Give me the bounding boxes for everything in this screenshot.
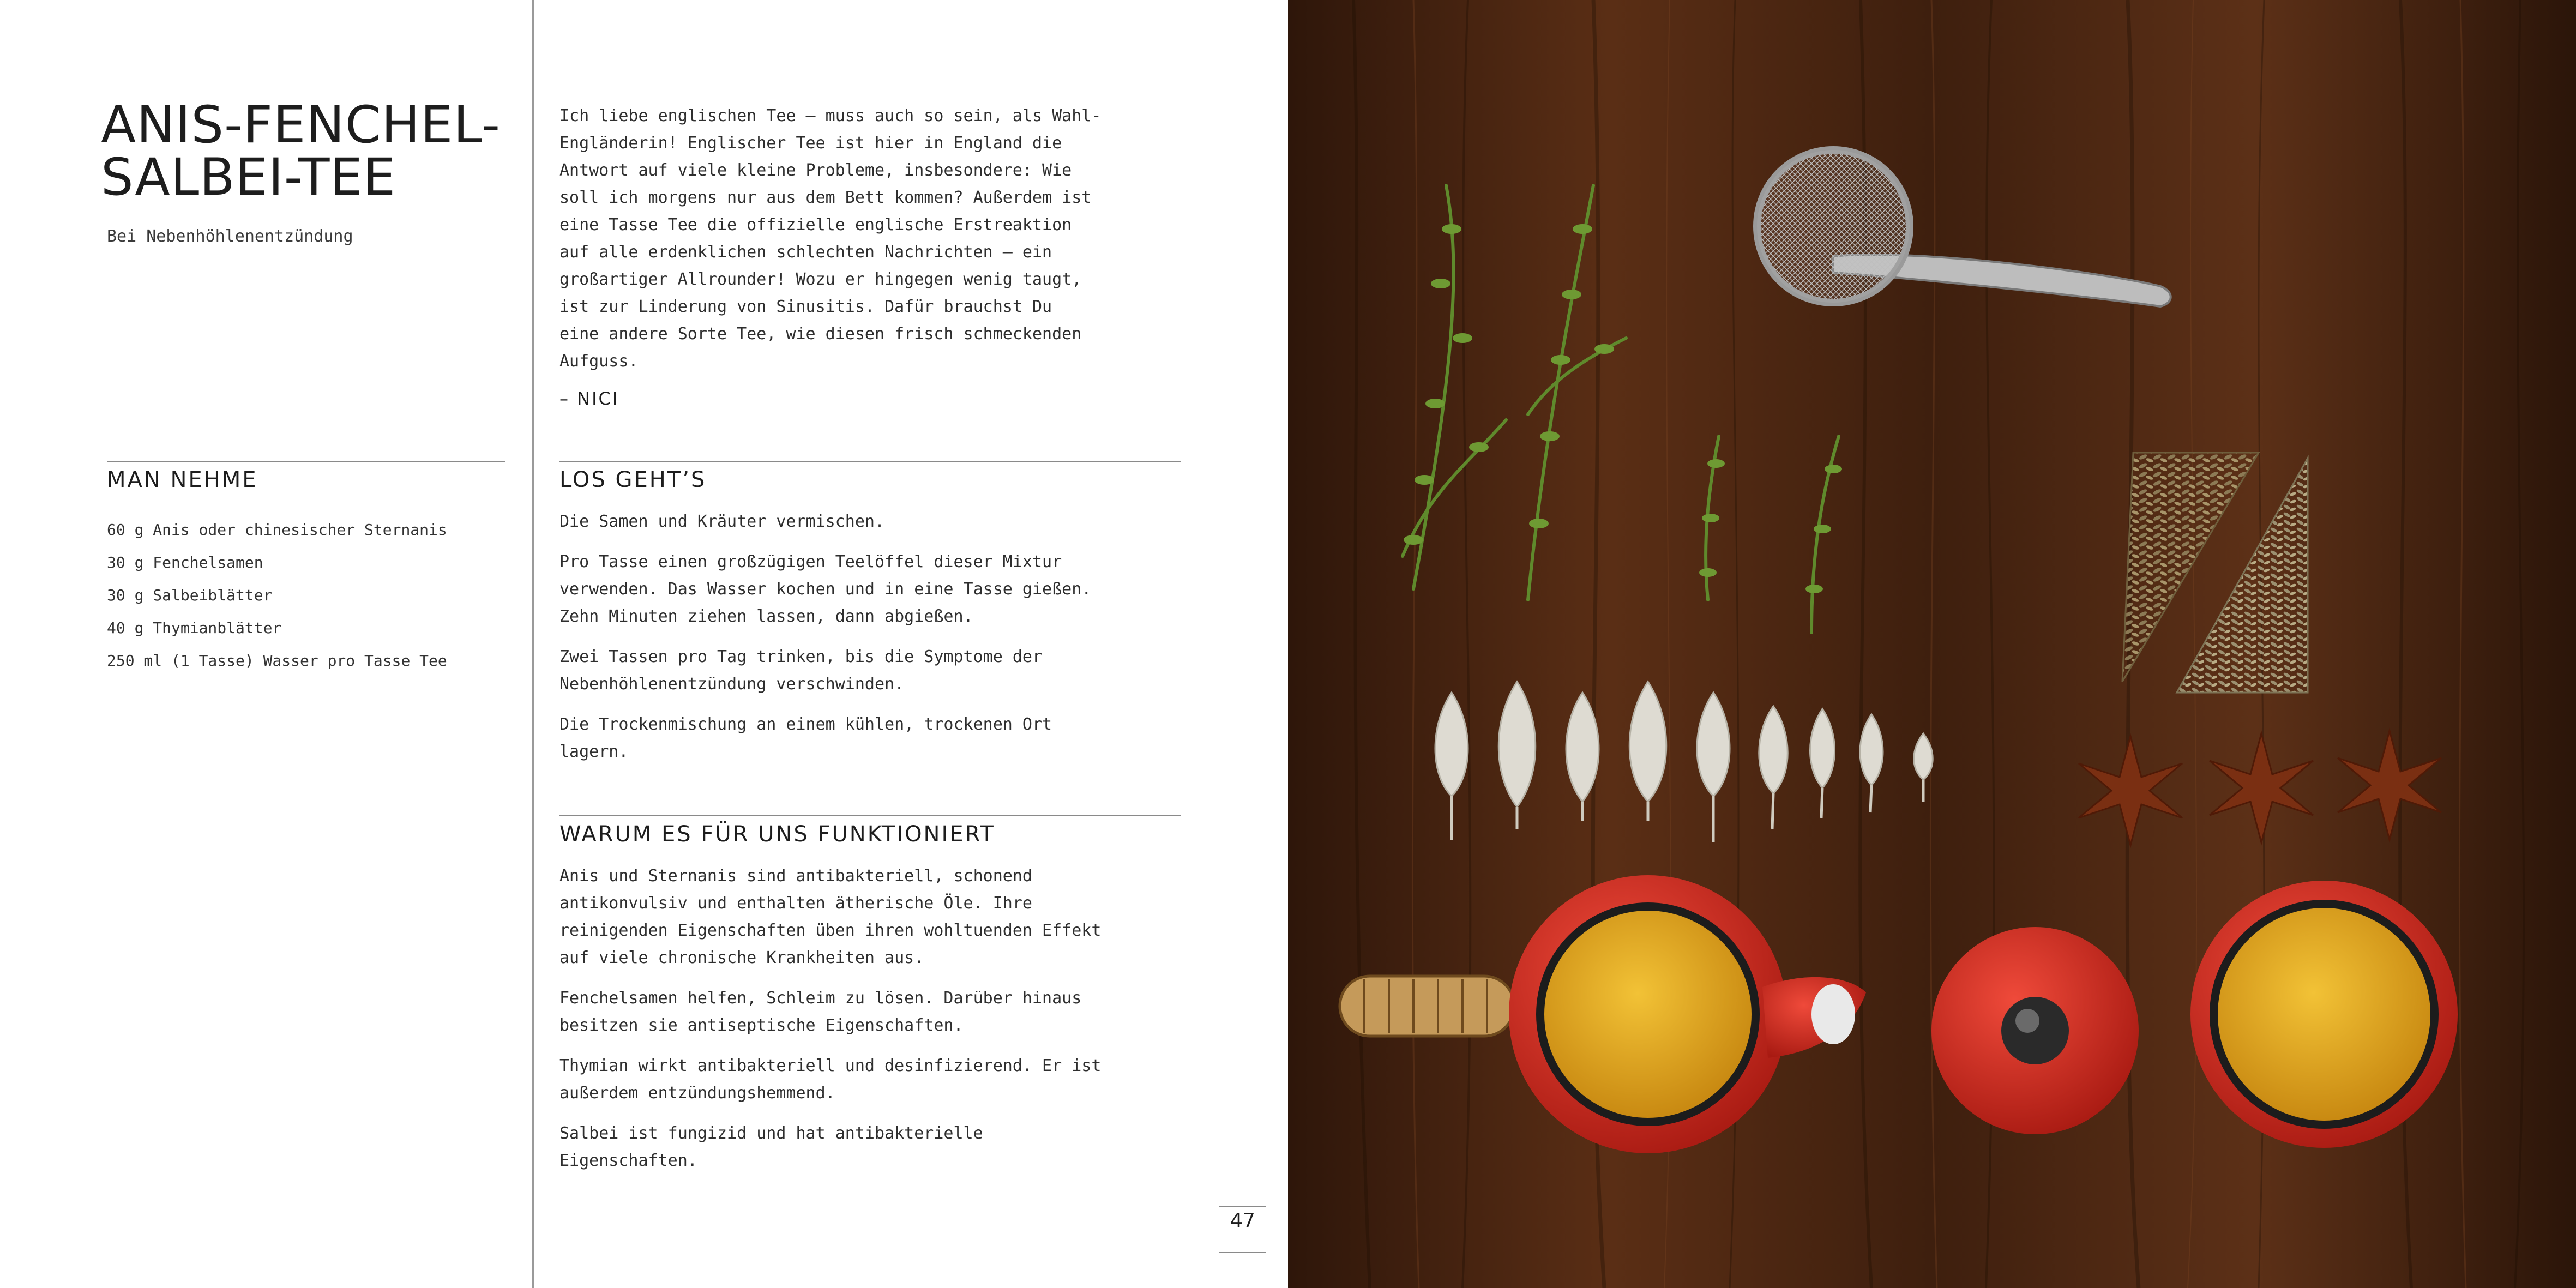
step-line: Die Samen und Kräuter vermischen. xyxy=(559,512,885,531)
intro-text xyxy=(559,103,1192,375)
step-line: Nebenhöhlenentzündung verschwinden. xyxy=(559,675,905,694)
intro-line: Engländerin! Englischer Tee ist hier in England die xyxy=(559,134,1062,153)
red-tea-cup xyxy=(2190,881,2458,1148)
ingredient-item: 40 g Thymianblätter xyxy=(107,619,282,637)
tea-ingredients-photo xyxy=(1288,0,2576,1288)
recipe-title xyxy=(101,95,515,207)
step-line: Zehn Minuten ziehen lassen, dann abgießen. xyxy=(559,607,973,626)
step-line: Zwei Tassen pro Tag trinken, bis die Symptome der xyxy=(559,647,1043,666)
intro-line: Aufguss. xyxy=(559,352,639,371)
author-signature: – NICI xyxy=(559,388,619,409)
ingredients-list xyxy=(107,514,447,677)
star-anise-group xyxy=(2079,731,2441,845)
page-number-rule-bottom xyxy=(1219,1252,1266,1253)
intro-line: Ich liebe englischen Tee – muss auch so sein, als Wahl- xyxy=(559,106,1102,125)
recipe-subtitle: Bei Nebenhöhlenentzündung xyxy=(107,227,353,246)
why-body xyxy=(559,863,1192,1188)
intro-line: soll ich morgens nur aus dem Bett kommen? Außerdem ist xyxy=(559,188,1092,207)
ingredient-item: 30 g Salbeiblätter xyxy=(107,586,273,604)
why-line: Anis und Sternanis sind antibakteriell, schonend xyxy=(559,866,1032,886)
steps-rule xyxy=(559,461,1181,462)
why-line: besitzen sie antiseptische Eigenschaften. xyxy=(559,1016,964,1035)
recipe-title-line-1: ANIS-FENCHEL- xyxy=(101,95,501,155)
why-paragraph xyxy=(559,1052,1192,1107)
steps-heading: LOS GEHT’S xyxy=(559,467,707,492)
step-line: verwenden. Das Wasser kochen und in eine Tasse gießen. xyxy=(559,580,1092,599)
why-line: auf viele chronische Krankheiten aus. xyxy=(559,948,924,967)
step-paragraph xyxy=(559,643,1192,698)
steps-body xyxy=(559,508,1192,779)
column-divider xyxy=(532,0,534,1288)
ingredient-item: 30 g Fenchelsamen xyxy=(107,553,263,571)
why-line: Eigenschaften. xyxy=(559,1151,697,1170)
intro-line: ist zur Linderung von Sinusitis. Dafür brauchst Du xyxy=(559,297,1052,316)
why-paragraph xyxy=(559,1120,1192,1175)
why-line: Salbei ist fungizid und hat antibakterielle xyxy=(559,1124,983,1143)
step-line: lagern. xyxy=(559,742,629,761)
step-paragraph xyxy=(559,549,1192,630)
why-line: Thymian wirkt antibakteriell und desinfizierend. Er ist xyxy=(559,1056,1102,1075)
page-number: 47 xyxy=(1230,1209,1255,1232)
step-line: Pro Tasse einen großzügigen Teelöffel dieser Mixtur xyxy=(559,552,1062,571)
why-heading: WARUM ES FÜR UNS FUNKTIONIERT xyxy=(559,822,995,847)
why-rule xyxy=(559,815,1181,816)
why-line: antikonvulsiv und enthalten ätherische Öle. Ihre xyxy=(559,894,1032,913)
red-teapot-lid xyxy=(1931,927,2139,1134)
step-paragraph xyxy=(559,711,1192,766)
ingredients-rule xyxy=(107,461,505,462)
why-line: außerdem entzündungshemmend. xyxy=(559,1084,835,1103)
why-paragraph xyxy=(559,863,1192,972)
why-paragraph xyxy=(559,985,1192,1039)
step-paragraph xyxy=(559,508,1192,535)
page-number-rule-top xyxy=(1219,1206,1266,1207)
why-line: Fenchelsamen helfen, Schleim zu lösen. Darüber hinaus xyxy=(559,989,1082,1008)
intro-line: Antwort auf viele kleine Probleme, insbesondere: Wie xyxy=(559,161,1072,180)
intro-line: auf alle erdenklichen schlechten Nachrichten – ein xyxy=(559,243,1052,262)
left-column xyxy=(0,0,532,1288)
ingredient-item: 250 ml (1 Tasse) Wasser pro Tasse Tee xyxy=(107,652,447,670)
ingredients-heading: MAN NEHME xyxy=(107,467,258,492)
intro-line: eine andere Sorte Tee, wie diesen frisch schmeckenden xyxy=(559,324,1082,344)
ingredient-item: 60 g Anis oder chinesischer Sternanis xyxy=(107,521,447,539)
intro-line: großartiger Allrounder! Wozu er hingegen wenig taugt, xyxy=(559,270,1082,289)
why-line: reinigenden Eigenschaften üben ihren wohltuenden Effekt xyxy=(559,921,1102,940)
recipe-title-line-2: SALBEI-TEE xyxy=(101,148,396,207)
intro-line: eine Tasse Tee die offizielle englische Erstreaktion xyxy=(559,215,1072,234)
step-line: Die Trockenmischung an einem kühlen, trockenen Ort xyxy=(559,715,1052,734)
